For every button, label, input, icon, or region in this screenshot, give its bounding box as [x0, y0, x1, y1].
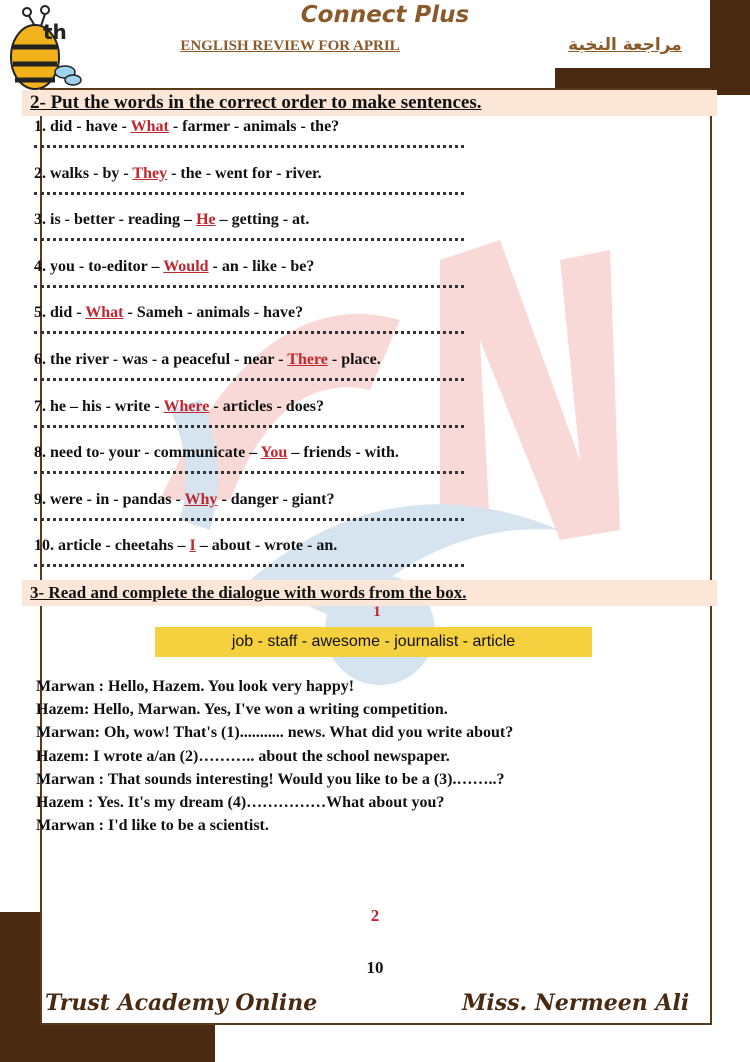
sentence-prompt — [34, 398, 324, 416]
sentence-prompt — [34, 258, 314, 276]
sentence-item — [34, 487, 494, 534]
sentence-item — [34, 440, 494, 487]
sentence-item — [34, 347, 494, 394]
bee-logo-icon — [5, 2, 85, 94]
sentence-prompt — [34, 491, 334, 509]
sentence-highlight-word: Where — [163, 397, 210, 415]
sentence-words-before: 9. were - in - pandas - — [34, 490, 185, 508]
sentence-words-after: - the - went for - river. — [167, 164, 322, 182]
sentence-item — [34, 533, 494, 580]
sentence-words-before: 2. walks - by - — [34, 164, 133, 182]
sentence-highlight-word: They — [132, 164, 168, 182]
page-number: 10 — [366, 958, 384, 977]
sentence-words-before: 8. need to- your - communicate – — [34, 444, 261, 462]
answer-line[interactable] — [34, 421, 464, 428]
answer-line[interactable] — [34, 141, 464, 148]
sentence-words-after: - danger - giant? — [217, 490, 335, 508]
sentence-highlight-word: He — [196, 211, 216, 229]
sentence-item — [34, 394, 494, 441]
sentence-highlight-word: You — [260, 444, 288, 462]
sentence-list — [34, 114, 494, 580]
sentence-highlight-word: What — [130, 118, 169, 135]
sentence-prompt — [34, 351, 381, 369]
sentence-prompt — [34, 444, 399, 462]
sentence-highlight-word: Would — [163, 257, 209, 275]
sentence-words-before: 10. article - cheetahs – — [34, 537, 190, 555]
sentence-words-before: 7. he – his - write - — [34, 397, 164, 415]
answer-line[interactable] — [34, 281, 464, 288]
section-3-title: 3- Read and complete the dialogue with words from the box. — [30, 583, 467, 602]
sentence-item — [34, 300, 494, 347]
sentence-item — [34, 207, 494, 254]
dialogue — [36, 675, 676, 837]
sentence-words-after: – about - wrote - an. — [195, 537, 338, 555]
sentence-words-after: - an - like - be? — [208, 257, 315, 275]
sentence-prompt — [34, 118, 339, 136]
sentence-words-after: – friends - with. — [287, 444, 399, 462]
sentence-words-after: – getting - at. — [215, 211, 310, 229]
word-box: job - staff - awesome - journalist - article — [155, 627, 592, 657]
logo-text: th — [43, 20, 67, 44]
sentence-prompt — [34, 211, 309, 229]
sentence-words-before: 4. you - to-editor – — [34, 257, 164, 275]
sentence-words-after: - place. — [327, 350, 381, 368]
arabic-label: مراجعة النخبة — [568, 35, 682, 55]
answer-line[interactable] — [34, 374, 464, 381]
dialogue-line: Marwan : Hello, Hazem. You look very happy! — [36, 678, 355, 695]
footer-left: Trust Academy Online — [45, 990, 318, 1016]
section-2-header — [22, 90, 717, 116]
footer-right: Miss. Nermeen Ali — [462, 990, 690, 1016]
sentence-item — [34, 254, 494, 301]
sentence-words-before: 1. did - have - — [34, 118, 131, 135]
sentence-highlight-word: There — [287, 350, 328, 368]
dialogue-line: Marwan : That sounds interesting! Would you like to be a (3).……..? — [36, 770, 505, 788]
dialogue-line: Marwan : I'd like to be a scientist. — [36, 817, 269, 835]
red-marker-2: 2 — [370, 906, 380, 925]
answer-line[interactable] — [34, 560, 464, 567]
corner-decoration-top-inner — [530, 0, 710, 68]
sentence-item — [34, 161, 494, 208]
answer-line[interactable] — [34, 234, 464, 241]
sentence-words-after: - farmer - animals - the? — [168, 118, 340, 135]
section-2-title: 2- Put the words in the correct order to make sentences. — [30, 92, 482, 113]
sentence-highlight-word: I — [189, 537, 196, 555]
dialogue-line: Hazem: Hello, Marwan. Yes, I've won a writing competition. — [36, 701, 448, 719]
section-3-header — [22, 580, 717, 606]
sentence-words-after: - Sameh - animals - have? — [123, 304, 304, 322]
sentence-prompt — [34, 537, 337, 555]
answer-line[interactable] — [34, 327, 464, 334]
sentence-highlight-word: What — [85, 304, 124, 322]
dialogue-line: Hazem: I wrote a/an (2)……….. about the school newspaper. — [36, 747, 450, 765]
answer-line[interactable] — [34, 188, 464, 195]
answer-line[interactable] — [34, 467, 464, 474]
sentence-words-before: 3. is - better - reading – — [34, 211, 197, 229]
sentence-prompt — [34, 165, 322, 183]
brand-title: Connect Plus — [300, 2, 470, 28]
sentence-highlight-word: Why — [184, 490, 218, 508]
dialogue-line: Hazem : Yes. It's my dream (4)……………What about you? — [36, 793, 445, 811]
sentence-prompt — [34, 304, 303, 322]
dialogue-line: Marwan: Oh, wow! That's (1)........... news. What did you write about? — [36, 724, 514, 742]
sentence-item — [34, 114, 494, 161]
review-subtitle: ENGLISH REVIEW FOR APRIL — [180, 38, 400, 54]
red-marker-1: 1 — [373, 604, 381, 620]
sentence-words-before: 6. the river - was - a peaceful - near - — [34, 350, 288, 368]
sentence-words-after: - articles - does? — [209, 397, 325, 415]
answer-line[interactable] — [34, 514, 464, 521]
sentence-words-before: 5. did - — [34, 304, 86, 322]
